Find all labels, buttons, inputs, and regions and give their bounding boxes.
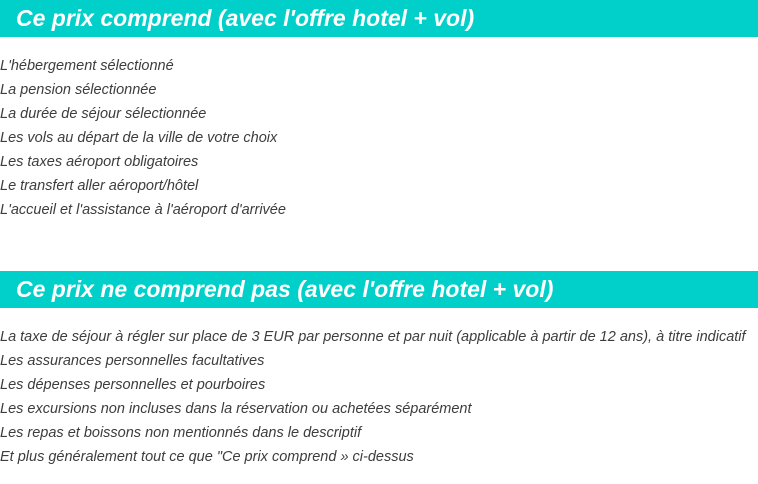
price-includes-list xyxy=(0,54,758,222)
price-includes-header: Ce prix comprend (avec l'offre hotel + vol) xyxy=(0,0,758,37)
list-item: Les dépenses personnelles et pourboires xyxy=(0,377,266,393)
list-item: Les repas et boissons non mentionnés dans le descriptif xyxy=(0,425,362,441)
price-excludes-list xyxy=(0,325,758,469)
list-item: Et plus généralement tout ce que "Ce prix comprend » ci-dessus xyxy=(0,449,414,465)
list-item: Les vols au départ de la ville de votre choix xyxy=(0,130,278,146)
list-item: La pension sélectionnée xyxy=(0,82,157,98)
list-item: L'hébergement sélectionné xyxy=(0,58,174,74)
list-item: Le transfert aller aéroport/hôtel xyxy=(0,178,199,194)
list-item: La taxe de séjour à régler sur place de 3 EUR par personne et par nuit (applicable à partir de 12 ans), à titre indicatif xyxy=(0,329,746,345)
price-excludes-header: Ce prix ne comprend pas (avec l'offre hotel + vol) xyxy=(0,271,758,308)
price-includes-section xyxy=(0,0,758,222)
list-item: Les taxes aéroport obligatoires xyxy=(0,154,199,170)
list-item: L'accueil et l'assistance à l'aéroport d'arrivée xyxy=(0,202,286,218)
list-item: Les excursions non incluses dans la réservation ou achetées séparément xyxy=(0,401,472,417)
list-item: La durée de séjour sélectionnée xyxy=(0,106,207,122)
list-item: Les assurances personnelles facultatives xyxy=(0,353,265,369)
price-excludes-section xyxy=(0,271,758,469)
